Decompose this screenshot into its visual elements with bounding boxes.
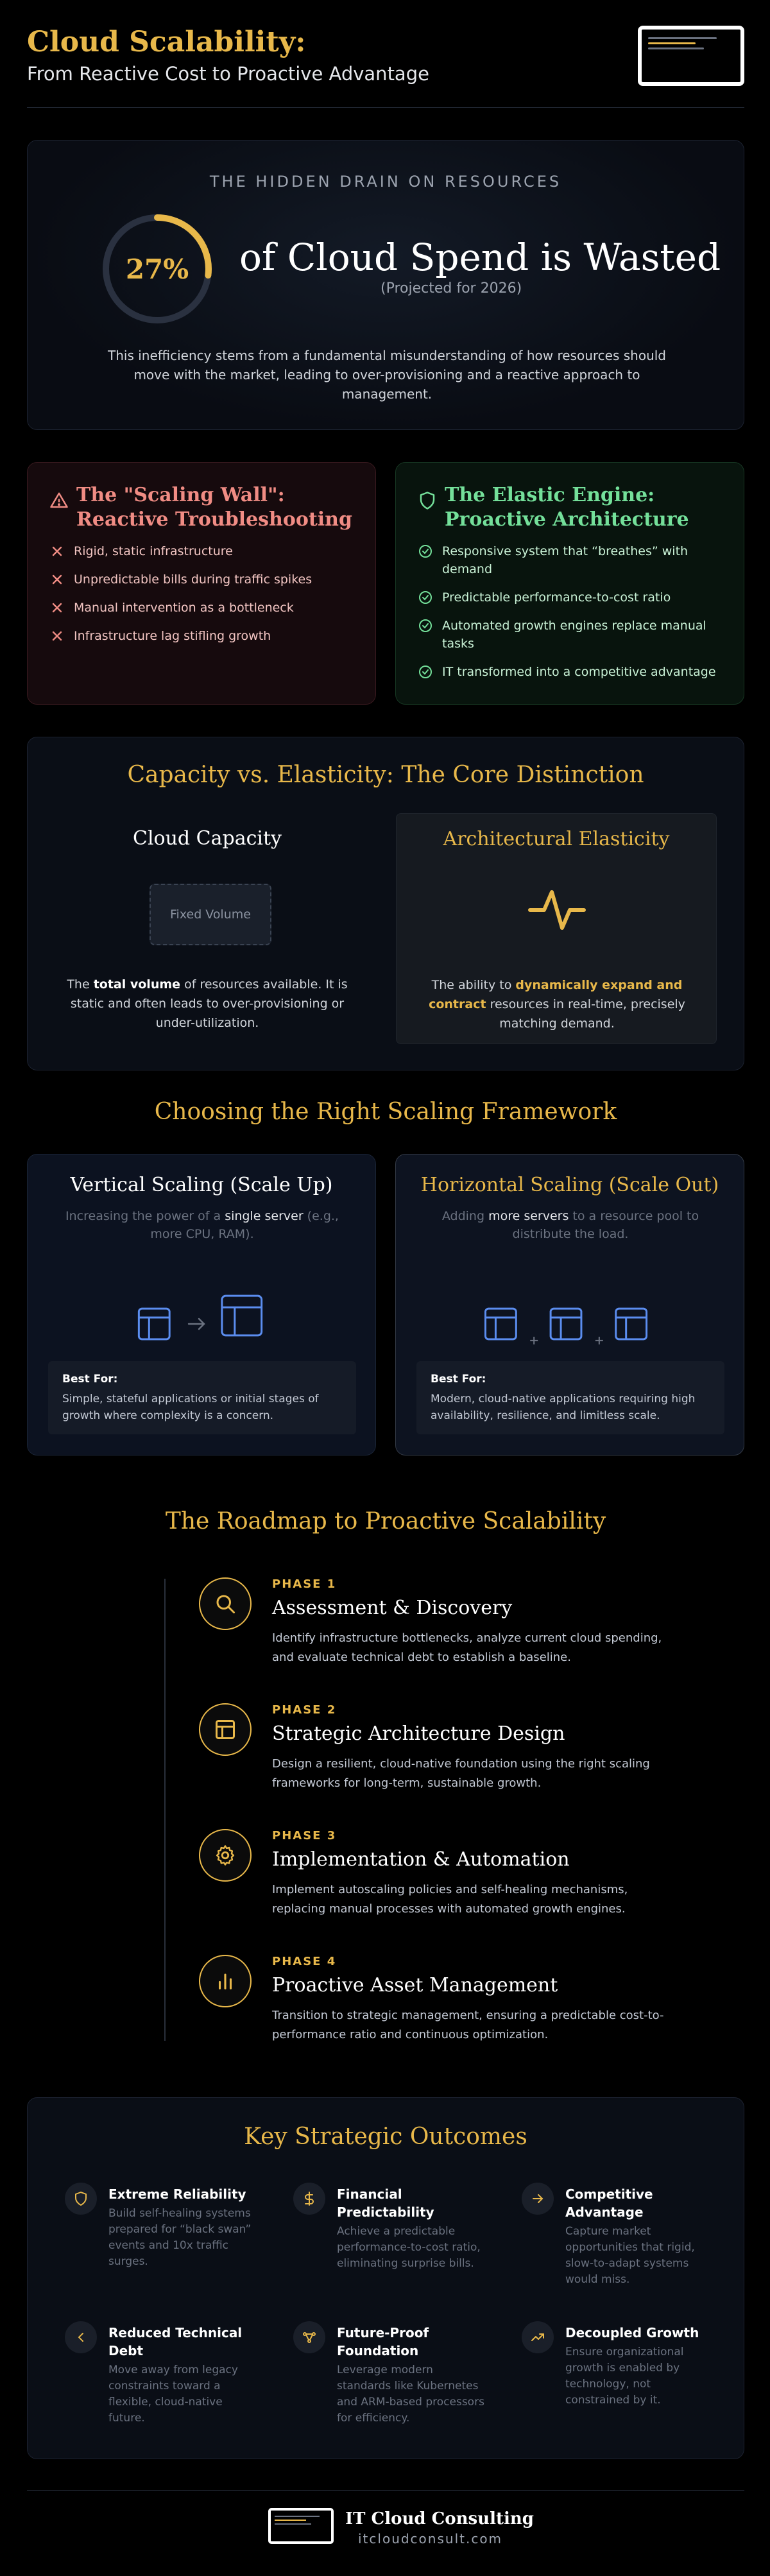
shield-icon [73,2191,89,2206]
capacity-description: The total volume of resources available. It is static and often leads to over-provisioning or under-utilization. [67,977,348,1030]
phase-name: Implementation & Automation [272,1848,570,1871]
chevron-left-icon [73,2330,89,2345]
hero-percent: 27% [125,253,189,285]
outcome-description: Move away from legacy constraints toward a flexible, cloud-native future. [108,2364,238,2425]
capacity-column [47,813,368,1044]
list-item [418,663,726,681]
server-icon [485,1309,516,1339]
small-server-icon [139,1309,169,1339]
arrow-right-icon [530,2191,545,2206]
key-outcomes-card [27,2097,744,2459]
list-item [418,617,726,653]
vertical-best-for [48,1361,356,1434]
check-circle-icon [418,664,433,680]
phase-label: PHASE 3 [272,1829,337,1842]
phase-icon-circle [199,1829,252,1882]
outcome-title: Extreme Reliability [108,2186,246,2202]
list-item [49,599,357,617]
phase-name: Strategic Architecture Design [272,1722,565,1745]
bar-chart-icon [214,1970,236,1992]
best-for-label: Best For: [431,1373,486,1386]
capacity-vs-elasticity-card [27,737,744,1070]
check-circle-icon [418,590,433,605]
phase-description: Implement autoscaling policies and self-healing mechanisms, replacing manual processes with automated growth engines. [272,1883,628,1916]
scaling-wall-title: The "Scaling Wall": Reactive Troubleshooting [76,484,352,531]
phase-description: Identify infrastructure bottlenecks, analyze current cloud spending, and evaluate technical debt to establish a baseline. [272,1631,662,1664]
check-circle-icon [418,544,433,559]
header [27,24,744,108]
list-item [418,588,726,606]
phase-icon-circle [199,1577,252,1630]
x-mark-icon [49,628,65,644]
outcome-icon-circle [293,2321,325,2353]
elasticity-title: Architectural Elasticity [443,828,670,850]
phase-icon-circle [199,1955,252,2007]
elasticity-column [396,813,717,1044]
outcome-icon-circle [65,2321,97,2353]
best-for-text: Simple, stateful applications or initial stages of growth where complexity is a concern. [62,1393,319,1422]
outcome-description: Ensure organizational growth is enabled by technology, not constrained by it. [565,2346,684,2407]
outcome-title: Competitive Advantage [565,2186,653,2220]
list-item-text: Manual intervention as a bottleneck [74,601,294,615]
phase-icon-circle [199,1703,252,1756]
list-item [49,571,357,588]
list-item [49,542,357,560]
pulse-icon [525,878,589,942]
list-item [49,627,357,645]
phase-description: Design a resilient, cloud-native foundation using the right scaling frameworks for long-term, sustainable growth. [272,1757,650,1790]
list-item-text: Automated growth engines replace manual tasks [442,619,706,651]
list-item-text: Unpredictable bills during traffic spikes [74,572,312,587]
best-for-text: Modern, cloud-native applications requiring high availability, resilience, and limitless scale. [431,1393,696,1422]
footer-company-name: IT Cloud Consulting [345,2509,534,2529]
x-mark-icon [49,572,65,587]
outcome-description: Build self-healing systems prepared for “black swan” events and 10x traffic surges. [108,2207,252,2268]
section-title: Capacity vs. Elasticity: The Core Distinction [127,762,644,788]
outcome-title: Decoupled Growth [565,2325,699,2340]
list-item [418,542,726,578]
hero-kicker: THE HIDDEN DRAIN ON RESOURCES [209,173,562,191]
plus-icon [595,1337,603,1344]
phase-label: PHASE 1 [272,1577,337,1591]
shield-icon [418,491,437,510]
trending-up-icon [530,2330,545,2345]
outcome-icon-circle [65,2183,97,2215]
list-item-text: Infrastructure lag stifling growth [74,629,271,643]
vertical-scaling-diagram [28,1289,375,1353]
phase-description: Transition to strategic management, ensuring a predictable cost-to-performance ratio and continuous optimization. [272,2009,664,2041]
outcome-title: Financial Predictability [337,2186,434,2220]
elastic-engine-list [418,542,726,691]
page-subtitle: From Reactive Cost to Proactive Advantage [27,63,429,85]
plus-icon [530,1337,538,1344]
horizontal-scaling-diagram [396,1289,744,1353]
horizontal-scaling-description: Adding more servers to a resource pool to distribute the load. [441,1209,699,1241]
hero-stat-card [27,140,744,430]
list-item-text: Predictable performance-to-cost ratio [442,590,671,605]
outcome-icon-circle [522,2321,554,2353]
outcomes-title: Key Strategic Outcomes [244,2124,527,2150]
footer-logo [268,2508,334,2544]
dollar-icon [302,2191,317,2206]
scaling-wall-header [49,483,357,532]
outcome-description: Achieve a predictable performance-to-cost ratio, eliminating surprise bills. [337,2225,481,2270]
horizontal-scaling-title: Horizontal Scaling (Scale Out) [420,1174,719,1196]
roadmap-title: The Roadmap to Proactive Scalability [165,1508,606,1534]
x-mark-icon [49,544,65,559]
outcome-title: Future-Proof Foundation [337,2325,429,2358]
gear-icon [213,1843,237,1868]
capacity-title: Cloud Capacity [132,827,282,850]
elastic-engine-header [418,483,726,532]
server-icon [616,1309,647,1339]
hero-description: This inefficiency stems from a fundamental misunderstanding of how resources should move with the market, leading to over-provisioning and a reactive approach to management. [108,348,666,402]
horizontal-best-for [416,1361,724,1434]
phase-label: PHASE 4 [272,1955,337,1968]
list-item-text: Rigid, static infrastructure [74,544,233,558]
hero-projection: (Projected for 2026) [381,280,522,296]
outcome-icon-circle [293,2183,325,2215]
horizontal-scaling-card [395,1154,744,1455]
outcome-description: Capture market opportunities that rigid, slow-to-adapt systems would miss. [565,2225,695,2286]
best-for-label: Best For: [62,1373,118,1386]
vertical-scaling-card [27,1154,376,1455]
elasticity-description: The ability to dynamically expand and contract resources in real-time, precisely matching demand. [429,978,685,1031]
company-logo [638,26,744,86]
search-icon [214,1592,237,1615]
scaling-wall-card [27,462,376,705]
warning-triangle-icon [49,491,69,510]
network-icon [302,2330,317,2345]
vertical-scaling-title: Vertical Scaling (Scale Up) [70,1174,333,1196]
outcome-title: Reduced Technical Debt [108,2325,243,2358]
page-title: Cloud Scalability: [27,26,306,58]
phase-label: PHASE 2 [272,1703,337,1717]
phase-name: Assessment & Discovery [272,1597,513,1619]
scaling-wall-list [49,542,357,655]
scaling-section-title: Choosing the Right Scaling Framework [154,1099,617,1125]
list-item-text: Responsive system that “breathes” with demand [442,544,689,576]
server-icon [551,1309,581,1339]
footer-divider [27,2490,744,2491]
elastic-engine-title: The Elastic Engine: Proactive Architecture [445,484,689,531]
hero-headline: of Cloud Spend is Wasted [239,236,721,279]
check-circle-icon [418,618,433,633]
elastic-engine-card [395,462,744,705]
layout-icon [214,1718,237,1741]
vertical-scaling-description: Increasing the power of a single server (e.g., more CPU, RAM). [65,1209,339,1241]
footer-url[interactable]: itcloudconsult.com [358,2531,503,2546]
outcome-icon-circle [522,2183,554,2215]
outcome-description: Leverage modern standards like Kubernetes and ARM-based processors for efficiency. [337,2364,484,2425]
list-item-text: IT transformed into a competitive advantage [442,665,716,679]
roadmap-timeline-line [164,1579,166,2041]
x-mark-icon [49,600,65,615]
large-server-icon [222,1296,262,1335]
arrow-right-icon [189,1319,204,1329]
phase-name: Proactive Asset Management [272,1974,558,1996]
fixed-volume-box: Fixed Volume [150,884,271,945]
